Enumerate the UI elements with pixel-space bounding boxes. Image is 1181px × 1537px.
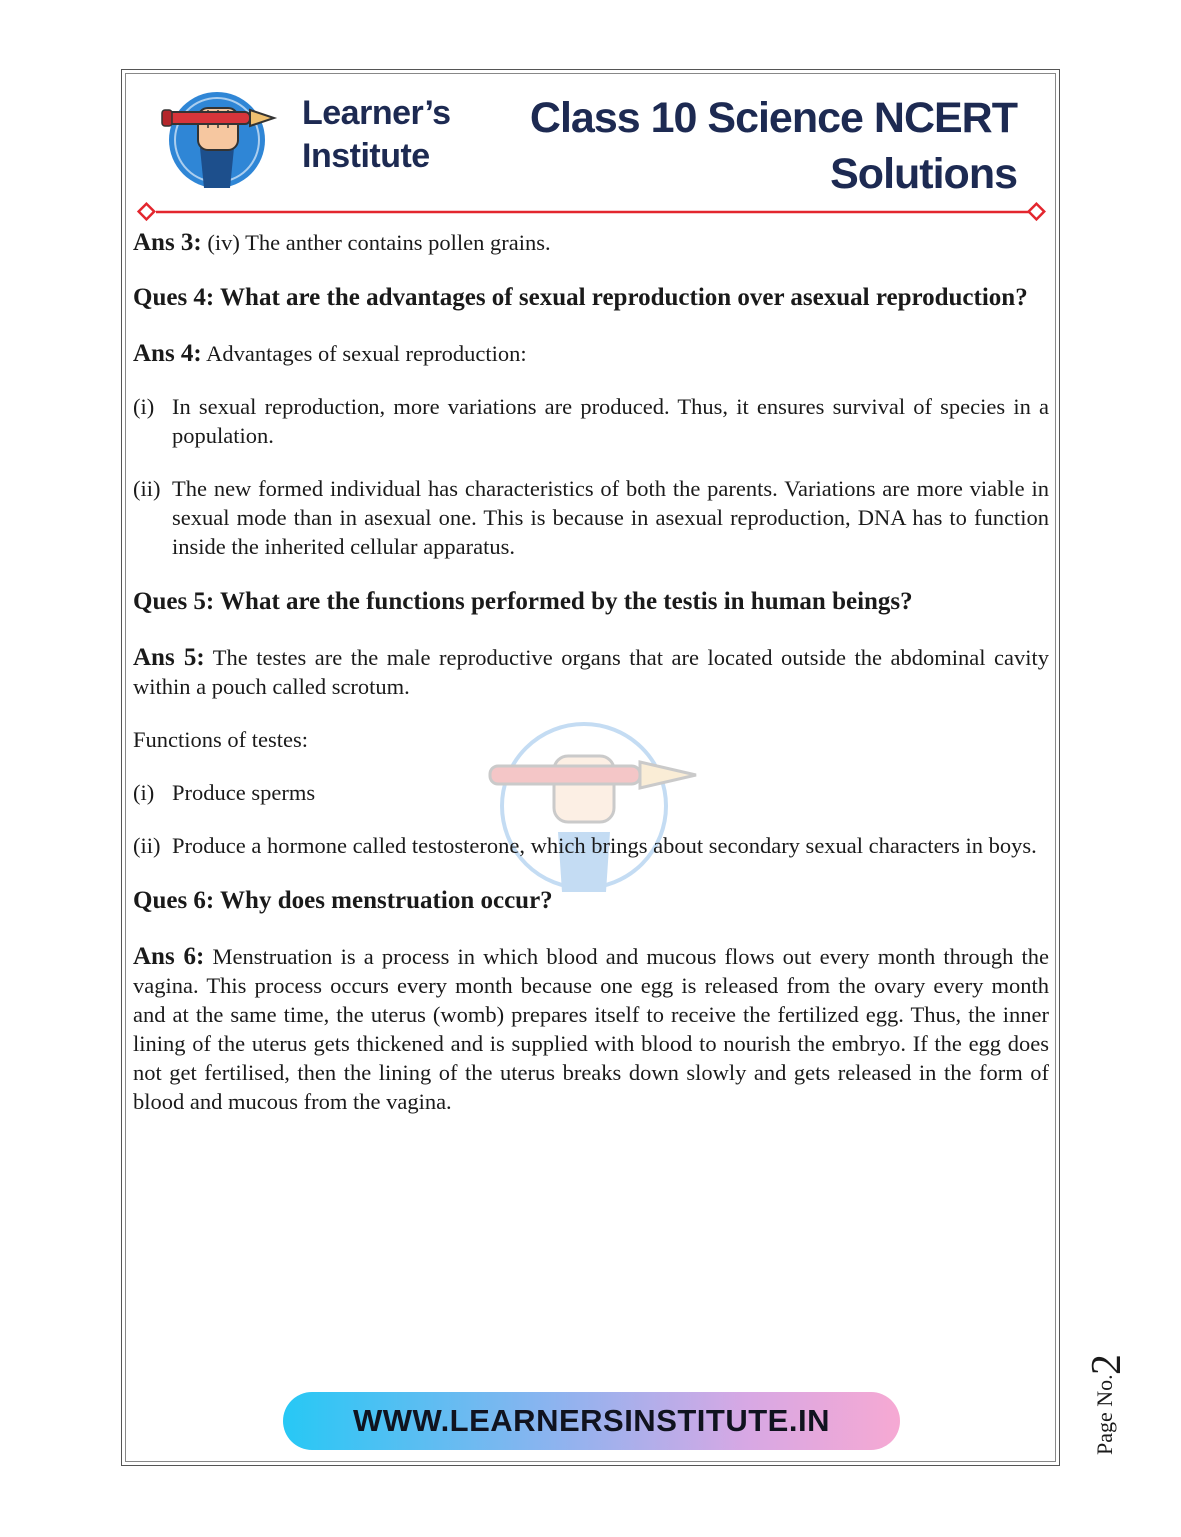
brand-name [302, 92, 451, 178]
answer-label: Ans 3: [133, 229, 202, 256]
answer-3 [133, 228, 1049, 257]
list-number: (i) [133, 394, 155, 419]
title-line-1: Class 10 Science NCERT [529, 94, 1017, 142]
website-url[interactable]: WWW.LEARNERSINSTITUTE.IN [353, 1403, 830, 1438]
list-number: (i) [133, 780, 155, 805]
learners-institute-logo [160, 88, 278, 192]
answer-6 [133, 942, 1049, 1116]
header-divider [136, 202, 1050, 222]
question-4: Ques 4: What are the advantages of sexual reproduction over asexual reproduction? [133, 284, 1028, 311]
list-number: (ii) [133, 833, 161, 858]
page-label: Page No. [1092, 1374, 1117, 1455]
brand-line-2: Institute [302, 137, 430, 175]
title-line-2: Solutions [830, 150, 1017, 198]
list-item [133, 831, 1049, 860]
list-item [133, 474, 1049, 561]
content-body [133, 228, 1049, 1116]
list-text: Produce a hormone called testosterone, which brings about secondary sexual characters in boys. [172, 833, 1037, 858]
list-item [133, 778, 1049, 807]
answer-4 [133, 339, 1049, 368]
answer-label: Ans 4: [133, 340, 202, 367]
page-title [530, 90, 1017, 202]
answer-text: The testes are the male reproductive organs that are located outside the abdominal cavity within a pouch called scrotum. [133, 645, 1049, 699]
list-text: In sexual reproduction, more variations are produced. Thus, it ensures survival of species in a population. [172, 394, 1049, 448]
answer-text: Menstruation is a process in which blood and mucous flows out every month through the vagina. This process occurs every month because one egg is released from the ovary every month and at the same time, the uterus (womb) prepares itself to receive the fertilized egg. Thus, the inner lining of the uterus gets thickened and is supplied with blood to nourish the embryo. If the egg does not get fertilised, then the lining of the uterus breaks down slowly and gets released in the form of blood and mucous from the vagina. [133, 944, 1049, 1114]
answer-label: Ans 6: [133, 943, 205, 970]
page-number [1080, 1330, 1130, 1460]
question-5: Ques 5: What are the functions performed by the testis in human beings? [133, 588, 913, 615]
functions-heading: Functions of testes: [133, 727, 308, 752]
list-text: Produce sperms [172, 780, 316, 805]
answer-label: Ans 5: [133, 644, 205, 671]
answer-5 [133, 643, 1049, 701]
page-number-value: 2 [1084, 1354, 1130, 1375]
answer-text: Advantages of sexual reproduction: [201, 341, 527, 366]
list-text: The new formed individual has characteristics of both the parents. Variations are more viable in sexual mode than in asexual one. This is because in asexual reproduction, DNA has to function inside the inherited cellular apparatus. [172, 476, 1049, 559]
list-item [133, 392, 1049, 450]
answer-text: (iv) The anther contains pollen grains. [201, 230, 551, 255]
brand-line-1: Learner’s [302, 94, 451, 132]
question-6: Ques 6: Why does menstruation occur? [133, 887, 553, 914]
list-number: (ii) [133, 476, 161, 501]
